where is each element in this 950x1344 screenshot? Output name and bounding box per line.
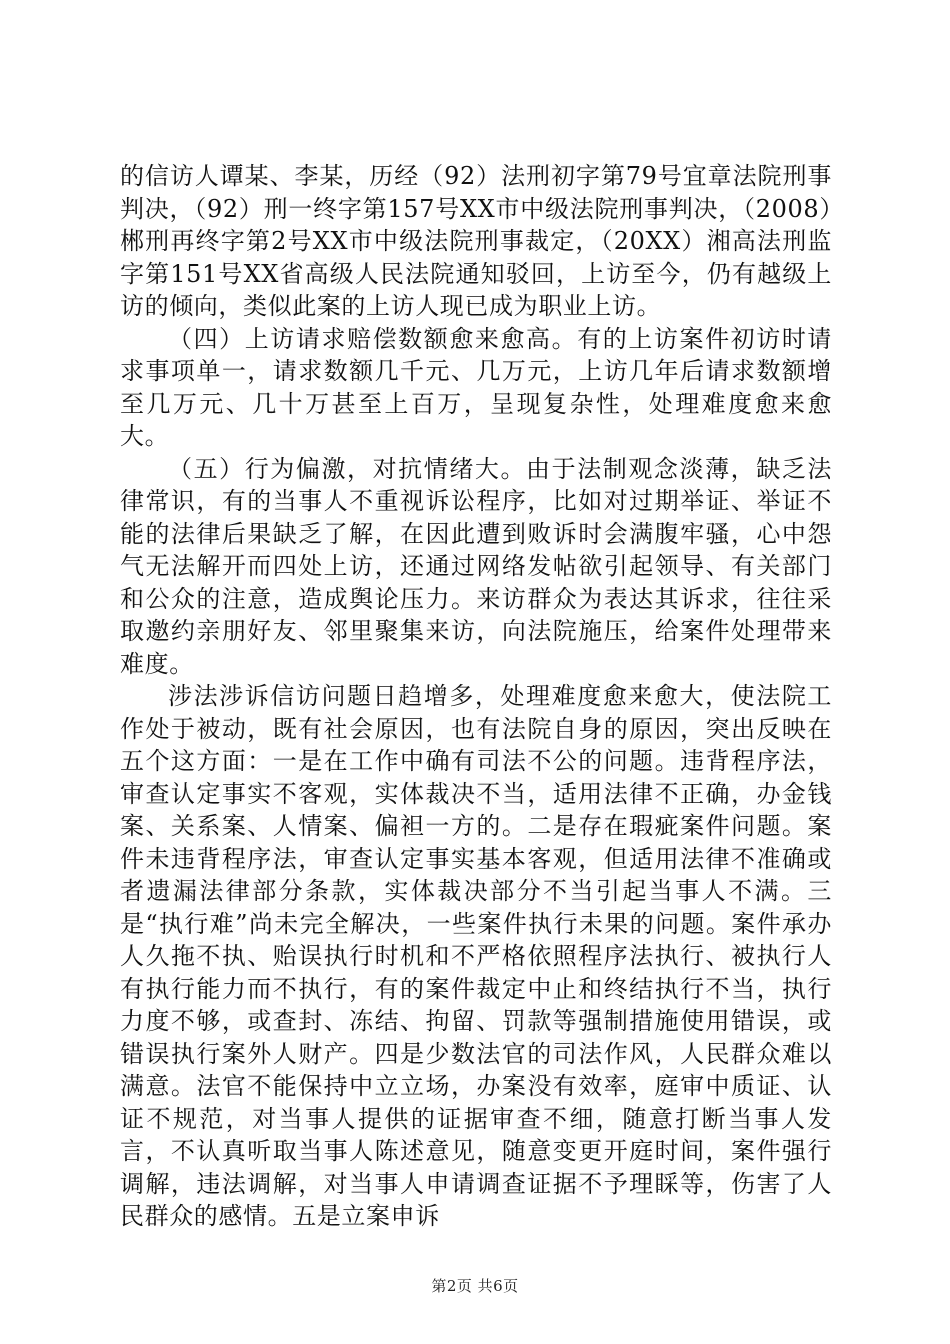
paragraph-item-five: （五）行为偏激，对抗情绪大。由于法制观念淡薄，缺乏法律常识，有的当事人不重视诉讼程序，比如对过期举证、举证不能的法律后果缺乏了解，在因此遭到败诉时会满腹牢骚，心中怨气无法解开而四处上访，还通过网络发帖欲引起领导、有关部门和公众的注意，造成舆论压力。来访群众为表达其诉求，往往采取邀约亲朋好友、邻里聚集来访，向法院施压，给案件处理带来难度。	[120, 454, 832, 678]
paragraph-item-four: （四）上访请求赔偿数额愈来愈高。有的上访案件初访时请求事项单一，请求数额几千元、几万元，上访几年后请求数额增至几万元、几十万甚至上百万，呈现复杂性，处理难度愈来愈大。	[120, 324, 832, 450]
paragraph-continuation: 的信访人谭某、李某，历经（92）法刑初字第79号宜章法院刑事判决，（92）刑一终字第157号XX市中级法院刑事判决，（2008）郴刑再终字第2号XX市中级法院刑事裁定，（20XX）湘高法刑监字第151号XX省高级人民法院通知驳回，上访至今，仍有越级上访的倾向，类似此案的上访人现已成为职业上访。	[120, 162, 832, 320]
paragraph-causes: 涉法涉诉信访问题日趋增多，处理难度愈来愈大，使法院工作处于被动，既有社会原因，也有法院自身的原因，突出反映在五个这方面：一是在工作中确有司法不公的问题。违背程序法，审查认定事实不客观，实体裁决不当，适用法律不正确，办金钱案、关系案、人情案、偏袒一方的。二是存在瑕疵案件问题。案件未违背程序法，审查认定事实基本客观，但适用法律不准确或者遗漏法律部分条款，实体裁决部分不当引起当事人不满。三是“执行难”尚未完全解决，一些案件执行未果的问题。案件承办人久拖不执、贻误执行时机和不严格依照程序法执行、被执行人有执行能力而不执行，有的案件裁定中止和终结执行不当，执行力度不够，或查封、冻结、拘留、罚款等强制措施使用错误，或错误执行案外人财产。四是少数法官的司法作风，人民群众难以满意。法官不能保持中立立场，办案没有效率，庭审中质证、认证不规范，对当事人提供的证据审查不细，随意打断当事人发言，不认真听取当事人陈述意见，随意变更开庭时间，案件强行调解，违法调解，对当事人申请调查证据不予理睬等，伤害了人民群众的感情。五是立案申诉	[120, 682, 832, 1230]
page-number-footer: 第2页 共6页	[431, 1277, 519, 1295]
document-body	[120, 160, 832, 1233]
